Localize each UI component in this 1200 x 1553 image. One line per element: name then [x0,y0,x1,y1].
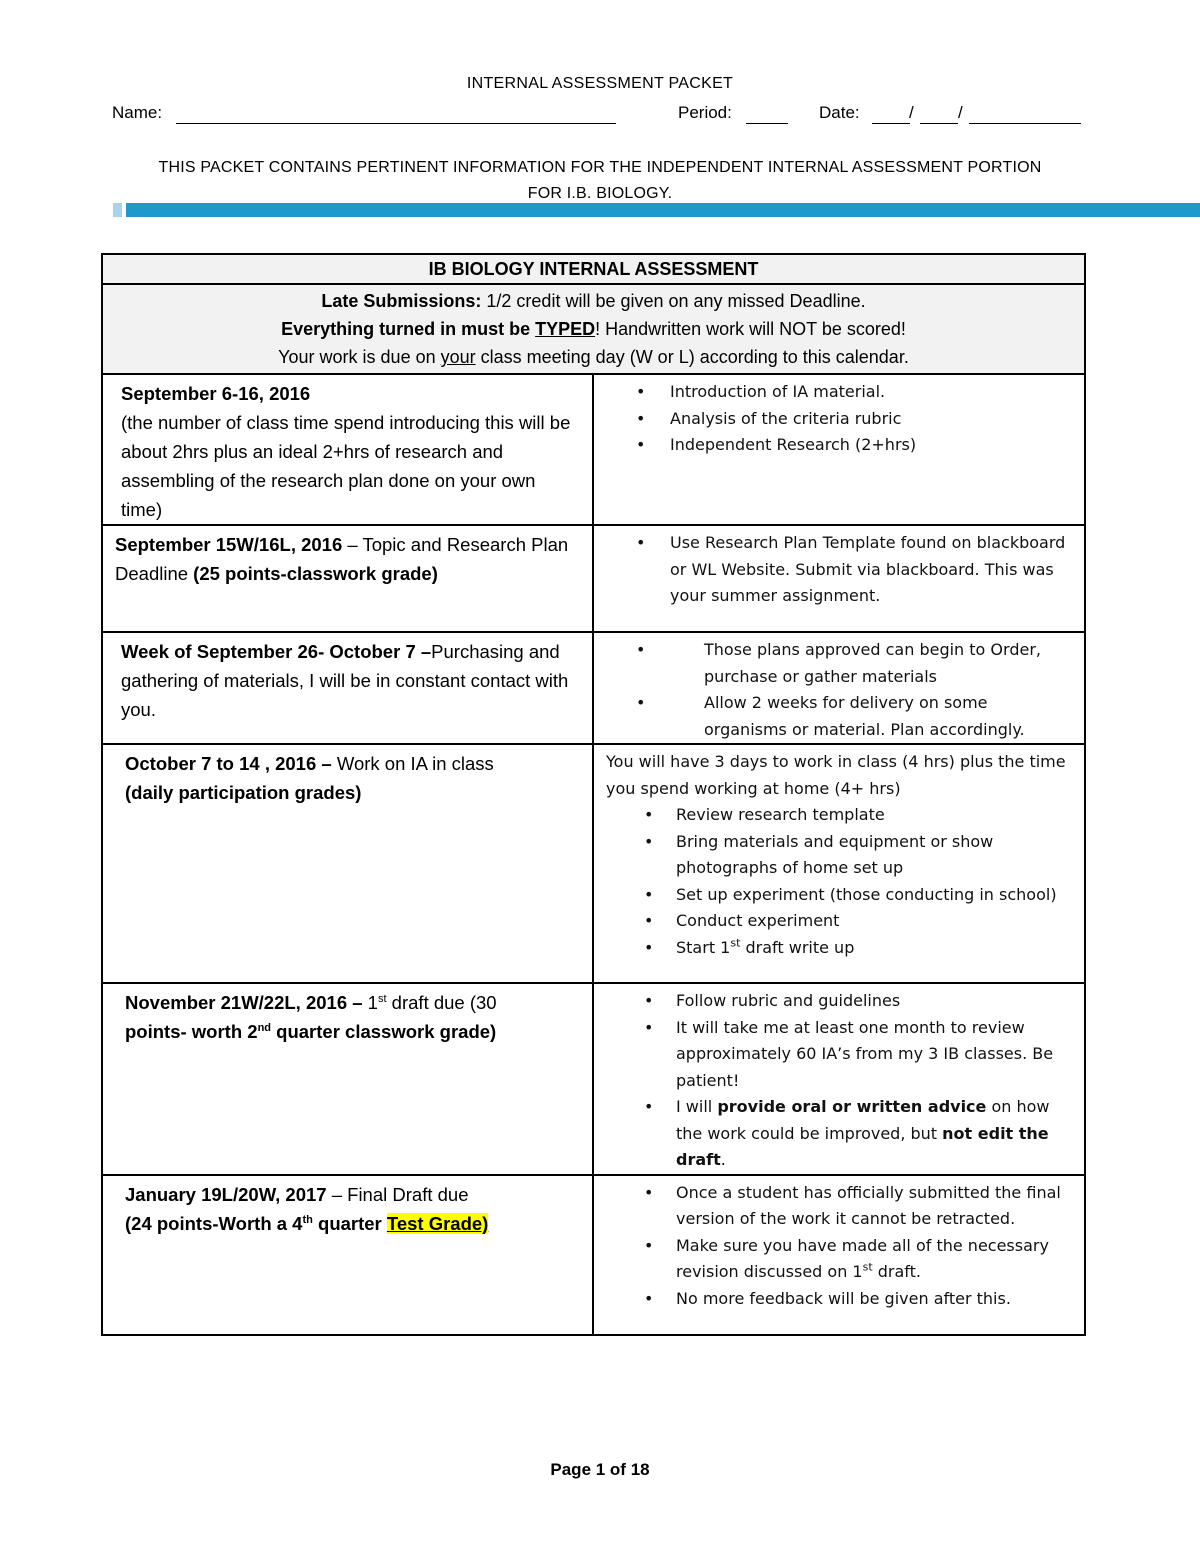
list-item: • Start 1st draft write up [644,936,855,957]
packet-title: INTERNAL ASSESSMENT PACKET [466,75,734,92]
table-title: IB BIOLOGY INTERNAL ASSESSMENT [102,254,1085,284]
table-row [102,525,1085,632]
list-item: • Review research template [644,805,885,824]
typed-prefix: Everything turned in must be [281,319,536,339]
row-description: Purchasing and gathering of materials, I will be in constant contact with you. [121,641,569,720]
period-field[interactable] [746,103,788,124]
accent-bar [126,203,1200,217]
row-grade: (24 points-Worth a 4 [125,1212,303,1234]
schedule-date-cell: November 21W/22L, 2016 – 1st draft due (30 points- worth 2nd quarter classwork grade) [102,983,593,1175]
row-description: 1 [362,992,378,1013]
period-label: Period: [678,103,732,122]
schedule-tasks-cell [593,632,1085,744]
schedule-date-cell [102,374,593,525]
schedule-tasks-cell [593,1175,1085,1335]
late-policy [103,287,1084,315]
row-grade: (daily participation grades) [125,782,362,803]
list-item: • Set up experiment (those conducting in school) [644,884,1057,904]
row-date: October 7 to 14 , 2016 – [125,753,332,774]
schedule-tasks-cell [593,525,1085,632]
table-row [102,1175,1085,1335]
list-item: • It will take me at least one month to review approximately 60 IA’s from my 3 IB classes. Be patient! [644,1017,1054,1090]
due-prefix: Your work is due on [278,347,441,367]
schedule-date-cell [102,525,593,632]
schedule-date-cell [102,632,593,744]
typed-policy [103,315,1084,343]
packet-intro [100,155,1100,207]
list-item: • Those plans approved can begin to Order, purchase or gather materials [636,640,1041,686]
date-year-field[interactable] [969,103,1081,124]
list-item: • Bring materials and equipment or show photographs of home set up [644,831,994,877]
name-label: Name: [112,103,163,122]
test-grade-highlight: Test Grade) [386,1212,489,1234]
row-description: Work on IA in class [331,753,494,774]
list-item: • Introduction of IA material. [636,382,886,401]
ia-schedule-table [101,253,1086,1336]
name-field[interactable] [176,103,616,124]
row-date: September 6-16, 2016 [121,383,311,404]
table-notes [102,284,1085,374]
row-date: September 15W/16L, 2016 [115,534,343,555]
schedule-tasks-cell [593,374,1085,525]
intro-line: THIS PACKET CONTAINS PERTINENT INFORMATION FOR THE INDEPENDENT INTERNAL ASSESSMENT PORTION [158,159,1042,176]
table-row [102,983,1085,1175]
row-grade: (25 points-classwork grade) [193,563,438,584]
row-date: Week of September 26- October 7 – [121,641,432,662]
table-row [102,632,1085,744]
table-row [102,374,1085,525]
date-slash: / [909,103,914,122]
list-item: • Analysis of the criteria rubric [636,408,902,428]
row-date: November 21W/22L, 2016 – [125,992,363,1013]
list-item: • Independent Research (2+hrs) [636,435,917,454]
schedule-date-cell [102,744,593,983]
list-item: • Make sure you have made all of the necessary revision discussed on 1st draft. [644,1235,1049,1281]
late-text: 1/2 credit will be given on any missed Deadline. [481,291,866,311]
row-description: – Topic and Research Plan Deadline [115,534,569,584]
date-day-field[interactable] [920,103,958,124]
date-slash: / [958,103,963,122]
schedule-tasks-cell [593,983,1085,1175]
schedule-tasks-cell [593,744,1085,983]
list-item: • Use Research Plan Template found on blackboard or WL Website. Submit via blackboard. This was your summer assignment. [636,533,1066,605]
student-info-row [112,103,1087,127]
due-policy [103,343,1084,371]
schedule-date-cell: January 19L/20W, 2017 – Final Draft due (24 points-Worth a 4th quarter Test Grade) [102,1175,593,1335]
table-row [102,744,1085,983]
date-label: Date: [819,103,860,122]
list-item: • No more feedback will be given after this. [644,1288,1011,1308]
accent-bar-cap [113,203,122,217]
list-item: • Allow 2 weeks for delivery on some organisms or material. Plan accordingly. [636,693,1025,739]
list-item: • Once a student has officially submitted the final version of the work it cannot be retracted. [644,1182,1061,1228]
late-label: Late Submissions: [321,291,482,311]
page-number: Page 1 of 18 [550,1460,650,1479]
list-item: • I will provide oral or written advice on how the work could be improved, but not edit the draft. [644,1097,1050,1169]
row-grade: points- worth 2 [125,1021,258,1042]
row-description: (the number of class time spend introducing this will be about 2hrs plus an ideal 2+hrs of research and assembling of the research plan done on your own time) [121,412,571,520]
intro-line: FOR I.B. BIOLOGY. [527,185,673,202]
date-month-field[interactable] [872,103,910,124]
list-item: • Conduct experiment [644,911,840,930]
typed-suffix: ! Handwritten work will NOT be scored! [595,319,906,339]
due-word: your [440,347,476,367]
row-date: January 19L/20W, 2017 [125,1183,327,1205]
list-item: • Follow rubric and guidelines [644,991,901,1010]
typed-word: TYPED [535,319,596,339]
due-suffix: class meeting day (W or L) according to this calendar. [475,347,909,367]
row-intro: You will have 3 days to work in class (4 hrs) plus the time you spend working at home (4+ hrs) [606,752,1066,798]
row-description: – Final Draft due [326,1183,469,1205]
